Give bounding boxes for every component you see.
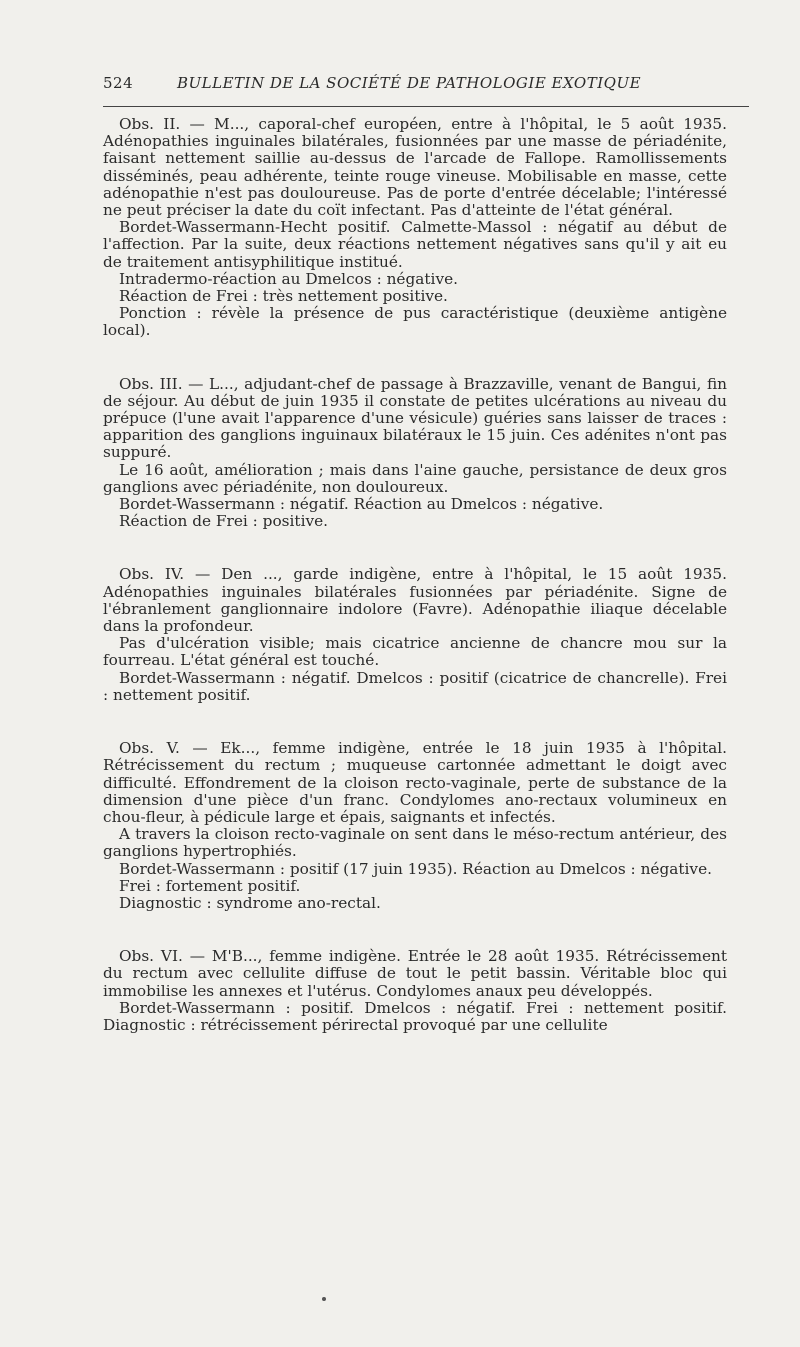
paragraph: Obs. V. — Ek..., femme indigène, entrée le 18 juin 1935 à l'hôpital. Rétrécissement du rectum ; muqueuse cartonnée admettant le doigt avec difficulté. Effondrement de la cloison recto-vaginale, perte de substance de la dimension d'une pièce d'un franc. Condylomes ano-rectaux volumineux en chou-fleur, à pédicule large et épais, saignants et infectés.: [103, 739, 727, 826]
paragraph: Obs. III. — L..., adjudant-chef de passage à Brazzaville, venant de Bangui, fin de séjour. Au début de juin 1935 il constate de petites ulcérations au niveau du prépuce (l'une avait l'apparence d'une vésicule) guéries sans laisser de traces : apparition des ganglions inguinaux bilatéraux le 15 juin. Ces adénites n'ont pas suppuré.: [103, 374, 727, 462]
paragraph: Intradermo-réaction au Dmelcos : négative.: [119, 269, 458, 288]
observation-5: [103, 740, 727, 912]
observation-2: [103, 116, 727, 340]
paragraph: Réaction de Frei : positive.: [119, 512, 329, 531]
observation-3: [103, 376, 727, 531]
paragraph: A travers la cloison recto-vaginale on sent dans le méso-rectum antérieur, des ganglions hypertrophiés.: [103, 825, 727, 861]
document-body: [103, 116, 727, 1034]
observation-4: [103, 566, 727, 704]
paragraph: Le 16 août, amélioration ; mais dans l'aine gauche, persistance de deux gros ganglions avec périadénite, non douloureux.: [103, 460, 727, 496]
paragraph: Bordet-Wassermann : positif. Dmelcos : négatif. Frei : nettement positif. Diagnostic : rétrécissement périrectal provoqué par une cellulite: [103, 998, 727, 1034]
paragraph: Pas d'ulcération visible; mais cicatrice ancienne de chancre mou sur la fourreau. L'état général est touché.: [103, 634, 727, 670]
paragraph: Bordet-Wassermann : positif (17 juin 1935). Réaction au Dmelcos : négative.: [119, 859, 712, 878]
paragraph: Bordet-Wassermann-Hecht positif. Calmette-Massol : négatif au début de l'affection. Par la suite, deux réactions nettement négatives sans qu'il y ait eu de traitement antisyphilitique institué.: [103, 218, 727, 271]
paragraph: Réaction de Frei : très nettement positive.: [119, 287, 448, 306]
journal-title: BULLETIN DE LA SOCIÉTÉ DE PATHOLOGIE EXOTIQUE: [177, 74, 642, 92]
paragraph: Bordet-Wassermann : négatif. Réaction au Dmelcos : négative.: [119, 495, 604, 514]
paragraph: Obs. II. — M..., caporal-chef européen, entre à l'hôpital, le 5 août 1935. Adénopathies inguinales bilatérales, fusionnées par une masse de périadénite, faisant nettement saillie au-dessus de l'arcade de Fallope. Ramollissements disséminés, peau adhérente, teinte rouge vineuse. Mobilisable en masse, cette adénopathie n'est pas douloureuse. Pas de porte d'entrée décelable; l'intéressé ne peut préciser la date du coït infectant. Pas d'atteinte de l'état général.: [103, 115, 727, 220]
header-rule: [103, 106, 749, 107]
observation-6: [103, 948, 727, 1034]
ink-speck: [322, 1297, 326, 1301]
paragraph: Frei : fortement positif.: [119, 876, 301, 895]
paragraph: Obs. IV. — Den ..., garde indigène, entre à l'hôpital, le 15 août 1935. Adénopathies inguinales bilatérales fusionnées par périadénite. Signe de l'ébranlement ganglionnaire indolore (Favre). Adénopathie iliaque décelable dans la profondeur.: [103, 565, 727, 636]
page-number: 524: [103, 74, 134, 92]
paragraph: Bordet-Wassermann : négatif. Dmelcos : positif (cicatrice de chancrelle). Frei : nettement positif.: [103, 668, 727, 704]
paragraph: Ponction : révèle la présence de pus caractéristique (deuxième antigène local).: [103, 304, 727, 340]
paragraph: Obs. VI. — M'B..., femme indigène. Entrée le 28 août 1935. Rétrécissement du rectum avec cellulite diffuse de tout le petit bassin. Véritable bloc qui immobilise les annexes et l'utérus. Condylomes anaux peu développés.: [103, 947, 727, 1000]
paragraph: Diagnostic : syndrome ano-rectal.: [119, 893, 381, 912]
